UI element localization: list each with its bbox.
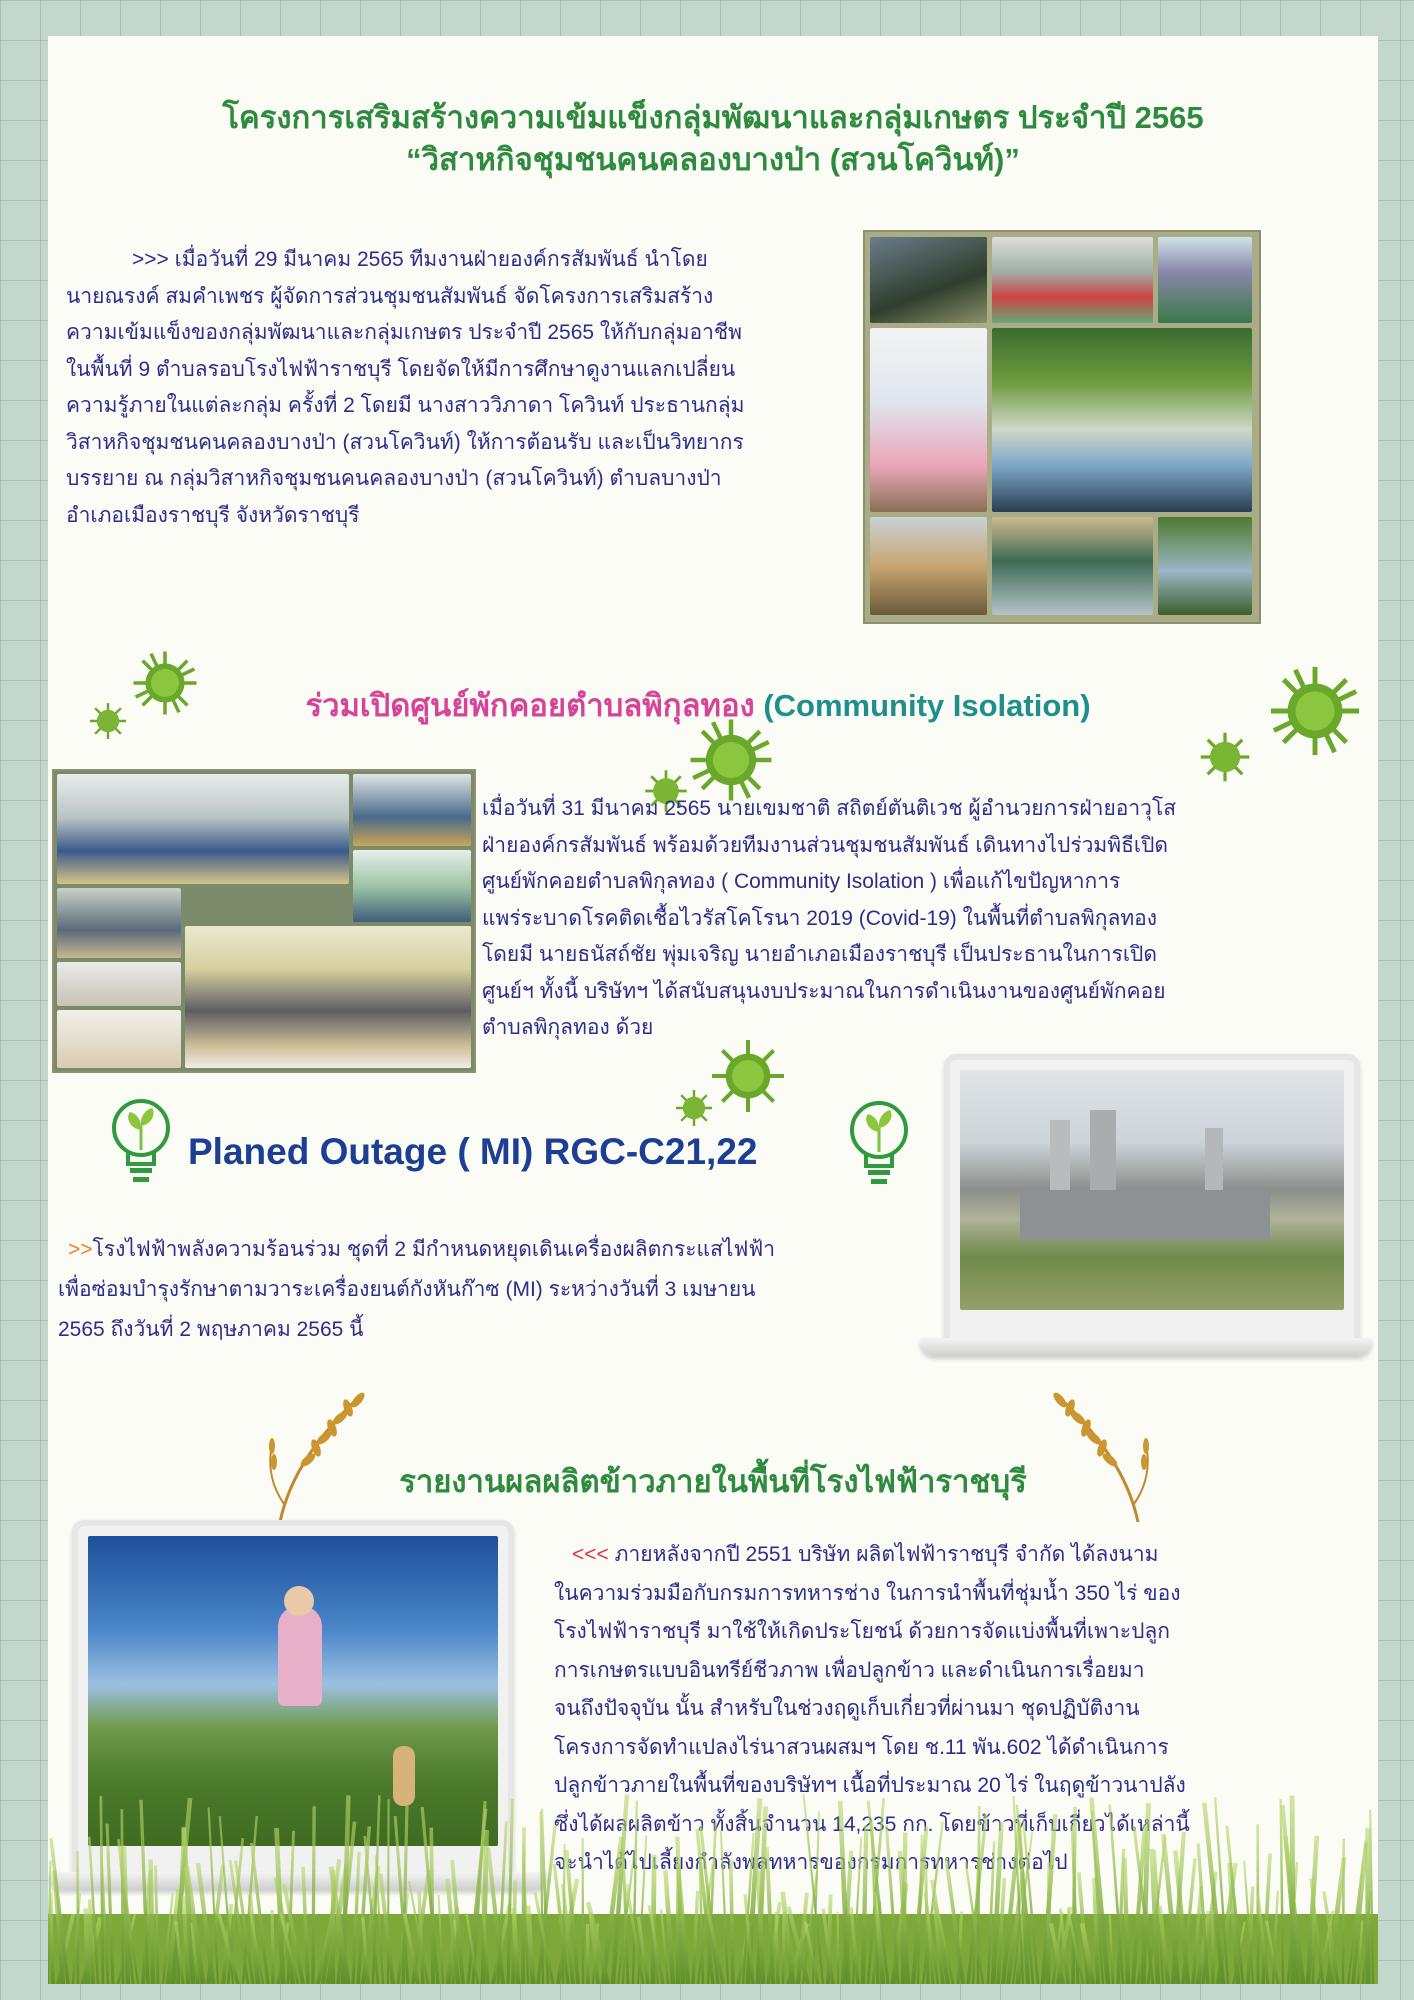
grass-blade (122, 1809, 123, 1984)
section1-first-line (132, 242, 840, 279)
section3-first-line (68, 1230, 938, 1270)
section2-line: แพร่ระบาดโรคติดเชื้อไวรัสโคโรนา 2019 (Covid-19) ในพื้นที่ตำบลพิกุลทอง (482, 906, 1158, 930)
photo-beds (57, 962, 181, 1006)
virus-icon (1198, 730, 1252, 784)
rice-stalk-icon (1038, 1384, 1158, 1524)
section4-line: จนถึงปัจจุบัน นั้น สำหรับในช่วงฤดูเก็บเกี่ยวที่ผ่านมา ชุดปฏิบัติงาน (554, 1697, 1140, 1720)
photo-building (353, 850, 471, 922)
section2-line: ศูนย์พักคอยตำบลพิกุลทอง ( Community Isolation ) เพื่อแก้ไขปัญหาการ (482, 870, 1121, 893)
section3-prefix: >> (68, 1238, 93, 1261)
photo-mushroom (870, 517, 987, 615)
section2-line: โดยมี นายธนัสถ์ชัย พุ่มเจริญ นายอำเภอเมืองราชบุรี เป็นประธานในการเปิด (482, 943, 1158, 966)
section4-line: ปลูกข้าวภายในพื้นที่ของบริษัทฯ เนื้อที่ประมาณ 20 ไร่ ในฤดูข้าวนาปลัง (554, 1774, 1186, 1797)
grass-blade (51, 1892, 53, 1984)
grass-blade (1048, 1863, 1049, 1984)
grass-blade (151, 1860, 153, 1984)
grass-border (48, 1784, 1378, 1984)
virus-icon (1266, 662, 1364, 760)
section4-first-line (572, 1536, 1372, 1575)
virus-icon (88, 701, 128, 741)
lightbulb-plant-icon (848, 1096, 910, 1192)
section2-line: ศูนย์ฯ ทั้งนี้ บริษัทฯ ได้สนับสนุนงบประมาณในการดำเนินงานของศูนย์พักคอย (482, 979, 1166, 1003)
page-subtitle: “วิสาหกิจชุมชนคนคลองบางป่า (สวนโควินท์)” (406, 142, 1020, 177)
section1-line: นายณรงค์ สมคำเพชร ผู้จัดการส่วนชุมชนสัมพันธ์ จัดโครงการเสริมสร้าง (66, 284, 714, 308)
section2-line: ตำบลพิกุลทอง ด้วย (482, 1016, 654, 1039)
section4-line: โรงไฟฟ้าราชบุรี มาใช้ให้เกิดประโยชน์ ด้วยการจัดแบ่งพื้นที่เพาะปลูก (554, 1620, 1170, 1643)
section1-line: ความรู้ภายในแต่ละกลุ่ม ครั้งที่ 2 โดยมี นางสาววิภาดา โควินท์ ประธานกลุ่ม (66, 394, 745, 417)
section1-line: บรรยาย ณ กลุ่มวิสาหกิจชุมชนคนคลองบางป่า (สวนโควินท์) ตำบลบางป่า (66, 467, 722, 490)
page-title: โครงการเสริมสร้างความเข้มแข็งกลุ่มพัฒนาและกลุ่มเกษตร ประจำปี 2565 (222, 100, 1204, 135)
grass-blade (313, 1806, 314, 1984)
photo-room (57, 1010, 181, 1068)
lightbulb-plant-icon (110, 1094, 172, 1190)
grass-blade (1343, 1839, 1344, 1984)
virus-icon (674, 1088, 714, 1128)
section2-heading-thai: ร่วมเปิดศูนย์พักคอยตำบลพิกุลทอง (305, 688, 755, 723)
section3-text (58, 1230, 938, 1350)
section3-line: เพื่อซ่อมบำรุงรักษาตามวาระเครื่องยนต์กังหันก๊าซ (MI) ระหว่างวันที่ 3 เมษายน (58, 1278, 756, 1301)
photo-garden (1158, 517, 1252, 615)
section1-prefix: >>> (132, 248, 169, 271)
photo-team (185, 926, 471, 1068)
section2-heading (248, 686, 1148, 726)
photo-handover (992, 517, 1153, 615)
section4-line: ซึ่งได้ผลผลิตข้าว ทั้งสิ้นจำนวน 14,235 กก. โดยข้าวที่เก็บเกี่ยวได้เหล่านี้ (554, 1812, 1190, 1836)
virus-icon (708, 1036, 788, 1116)
photo-health-check (870, 328, 987, 512)
laptop-base (920, 1338, 1372, 1356)
section4-line: การเกษตรแบบอินทรีย์ชีวภาพ เพื่อปลูกข้าว และดำเนินการเรื่อยมา (554, 1658, 1145, 1682)
section1-line: ความเข้มแข็งของกลุ่มพัฒนาและกลุ่มเกษตร ประจำปี 2565 ให้กับกลุ่มอาชีพ (66, 321, 742, 344)
section3-first-line-text: โรงไฟฟ้าพลังความร้อนร่วม ชุดที่ 2 มีกำหนดหยุดเดินเครื่องผลิตกระแสไฟฟ้า (92, 1238, 775, 1261)
rice-stalk-icon (260, 1384, 380, 1524)
section1-line: วิสาหกิจชุมชนคนคลองบางป่า (สวนโควินท์) ให้การต้อนรับ และเป็นวิทยากร (66, 430, 744, 454)
grass-blade (272, 1910, 273, 1984)
grass-blade (776, 1912, 778, 1984)
section2-photo-collage (52, 769, 476, 1073)
grass-blade (86, 1908, 88, 1984)
section4-line: จะนำได้ไปเลี้ยงกำลังพลทหารของกรมการทหารช่างต่อไป (554, 1851, 1068, 1874)
grass-blade (77, 1851, 78, 1984)
section2-heading-eng: (Community Isolation) (763, 688, 1091, 723)
grass-blade (587, 1924, 588, 1984)
photo-greenhouse (1158, 237, 1252, 323)
photo-meeting (870, 237, 987, 323)
laptop-frame (944, 1054, 1360, 1348)
section4-line: ในความร่วมมือกับกรมการทหารช่าง ในการนำพื้นที่ชุ่มน้ำ 350 ไร่ ของ (554, 1581, 1181, 1605)
photo-audience (992, 237, 1153, 323)
photo-officials (353, 774, 471, 846)
section1-line: ในพื้นที่ 9 ตำบลรอบโรงไฟฟ้าราชบุรี โดยจัดให้มีการศึกษาดูงานแลกเปลี่ยน (66, 357, 736, 381)
grass-blade (731, 1859, 733, 1984)
section1-line: อำเภอเมืองราชบุรี จังหวัดราชบุรี (66, 503, 360, 527)
section2-text (482, 791, 1368, 1047)
photo-visit (57, 888, 181, 958)
newsletter-page (48, 36, 1378, 1984)
grass-blade (783, 1912, 784, 1984)
section2-line: ฝ่ายองค์กรสัมพันธ์ พร้อมด้วยทีมงานส่วนชุมชนสัมพันธ์ เดินทางไปร่วมพิธีเปิด (482, 833, 1169, 857)
virus-icon (130, 648, 200, 718)
photo-group (992, 328, 1252, 512)
section1-text (66, 242, 840, 534)
section3-line: 2565 ถึงวันที่ 2 พฤษภาคม 2565 นี้ (58, 1318, 364, 1341)
section3-heading: Planed Outage ( MI) RGC-C21,22 (188, 1131, 758, 1172)
photo-ceremony (57, 774, 349, 884)
section4-heading: รายงานผลผลิตข้าวภายในพื้นที่โรงไฟฟ้าราชบุรี (399, 1464, 1027, 1499)
section1-photo-collage (863, 230, 1261, 624)
section1-first-line-text: เมื่อวันที่ 29 มีนาคม 2565 ทีมงานฝ่ายองค์กรสัมพันธ์ นำโดย (168, 248, 708, 271)
section4-first-line-text: ภายหลังจากปี 2551 บริษัท ผลิตไฟฟ้าราชบุรี จำกัด ได้ลงนาม (608, 1543, 1159, 1566)
section4-prefix: <<< (572, 1543, 609, 1566)
section4-line: โครงการจัดทำแปลงไร่นาสวนผสมฯ โดย ช.11 พัน.602 ได้ดำเนินการ (554, 1735, 1169, 1759)
section2-line: เมื่อวันที่ 31 มีนาคม 2565 นายเขมชาติ สถิตย์ตันติเวช ผู้อำนวยการฝ่ายอาวุโส (482, 797, 1177, 820)
power-plant-photo (960, 1070, 1344, 1310)
